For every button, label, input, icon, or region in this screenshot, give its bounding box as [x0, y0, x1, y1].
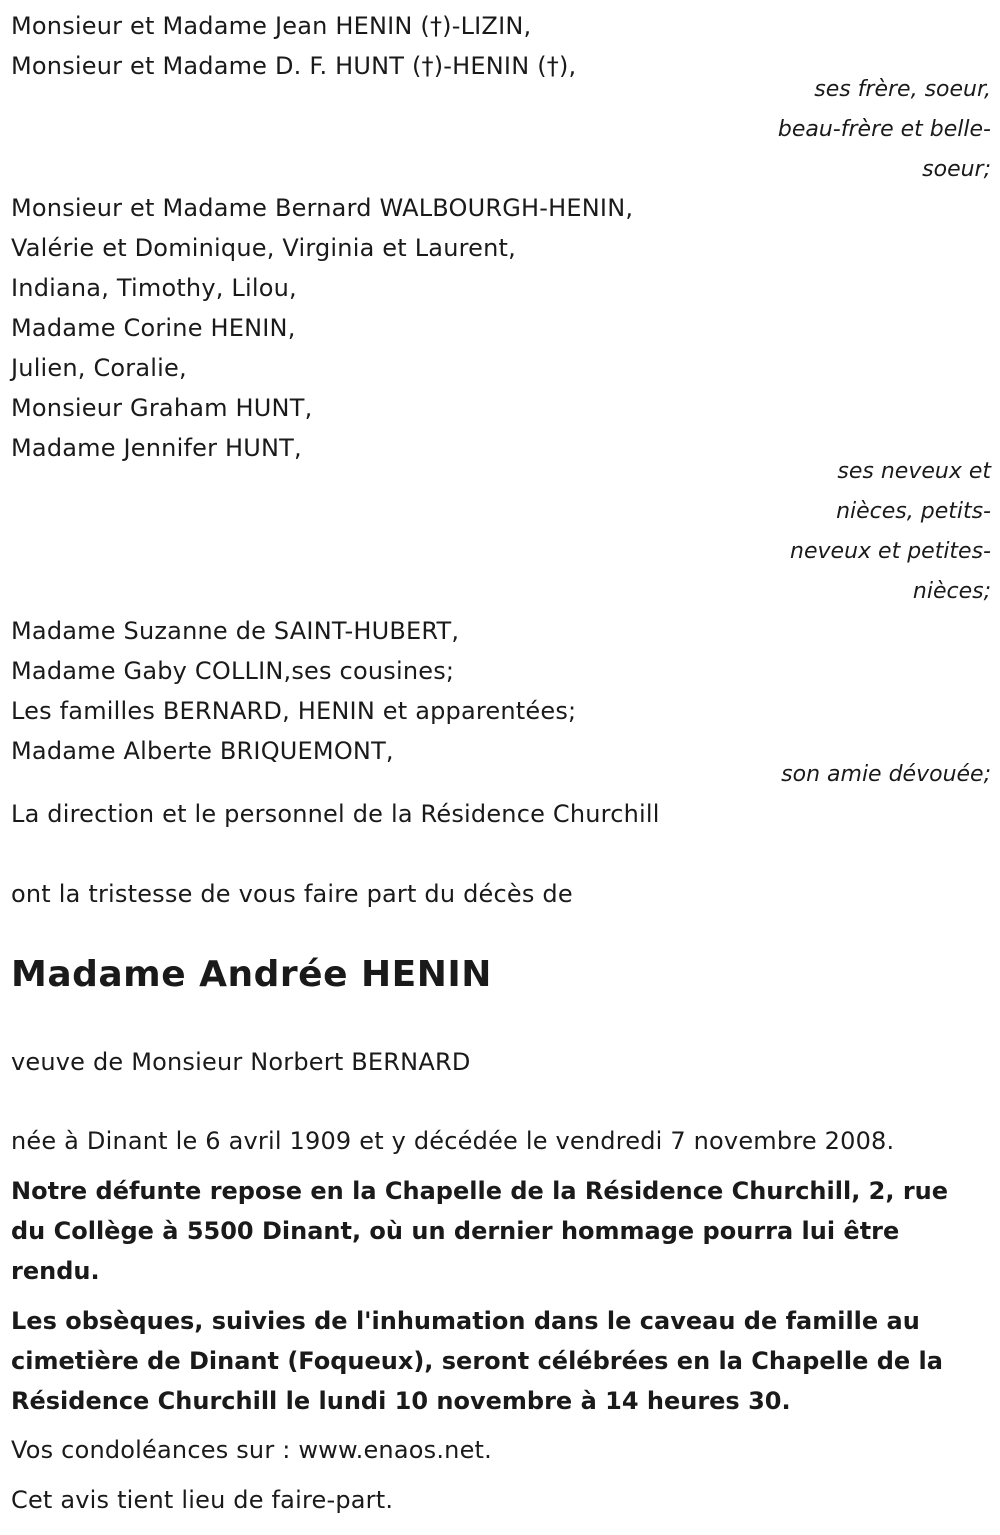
- family-line: Les familles BERNARD, HENIN et apparentées;: [11, 697, 577, 725]
- condolences-text: Vos condoléances sur : www.enaos.net.: [11, 1436, 492, 1464]
- family-line: Madame Suzanne de SAINT-HUBERT,: [11, 617, 460, 645]
- relation-line: ses frère, soeur,: [814, 77, 991, 102]
- family-line: Madame Alberte BRIQUEMONT,: [11, 737, 394, 765]
- relation-line: ses neveux et: [837, 459, 991, 484]
- relation-label: [691, 755, 991, 795]
- relation-label: [691, 452, 991, 612]
- family-line: Monsieur et Madame D. F. HUNT (†)-HENIN (†),: [11, 52, 577, 80]
- relation-line: son amie dévouée;: [781, 762, 991, 787]
- relation-label: [691, 70, 991, 190]
- repose-paragraph: Notre défunte repose en la Chapelle de la Résidence Churchill, 2, rue du Collège à 5500 Dinant, où un dernier hommage pourra lui être rendu.: [11, 1177, 949, 1285]
- birth-death-text: née à Dinant le 6 avril 1909 et y décédée le vendredi 7 novembre 2008.: [11, 1127, 895, 1155]
- notice-text: Cet avis tient lieu de faire-part.: [11, 1486, 394, 1514]
- announcement-text: ont la tristesse de vous faire part du décès de: [11, 880, 573, 908]
- relation-line: nièces, petits-: [836, 499, 991, 524]
- family-line: Madame Corine HENIN,: [11, 314, 296, 342]
- family-line: Monsieur et Madame Jean HENIN (†)-LIZIN,: [11, 12, 532, 40]
- relation-line: soeur;: [922, 157, 991, 182]
- deceased-name: Madame Andrée HENIN: [11, 954, 492, 995]
- family-line: Monsieur Graham HUNT,: [11, 394, 313, 422]
- direction-line: La direction et le personnel de la Résidence Churchill: [11, 800, 660, 828]
- family-line: Julien, Coralie,: [11, 354, 187, 382]
- funeral-paragraph: Les obsèques, suivies de l'inhumation dans le caveau de famille au cimetière de Dinant (Foqueux), seront célébrées en la Chapelle de la Résidence Churchill le lundi 10 novembre à 14 heures 30.: [11, 1307, 943, 1415]
- relation-line: neveux et petites-: [790, 539, 991, 564]
- family-line: Madame Gaby COLLIN,ses cousines;: [11, 657, 455, 685]
- family-line: Valérie et Dominique, Virginia et Laurent,: [11, 234, 516, 262]
- family-line: Monsieur et Madame Bernard WALBOURGH-HENIN,: [11, 194, 634, 222]
- family-line: Madame Jennifer HUNT,: [11, 434, 302, 462]
- family-line: Indiana, Timothy, Lilou,: [11, 274, 297, 302]
- relation-line: nièces;: [912, 579, 991, 604]
- relation-line: beau-frère et belle-: [777, 117, 991, 142]
- widow-of-text: veuve de Monsieur Norbert BERNARD: [11, 1048, 471, 1076]
